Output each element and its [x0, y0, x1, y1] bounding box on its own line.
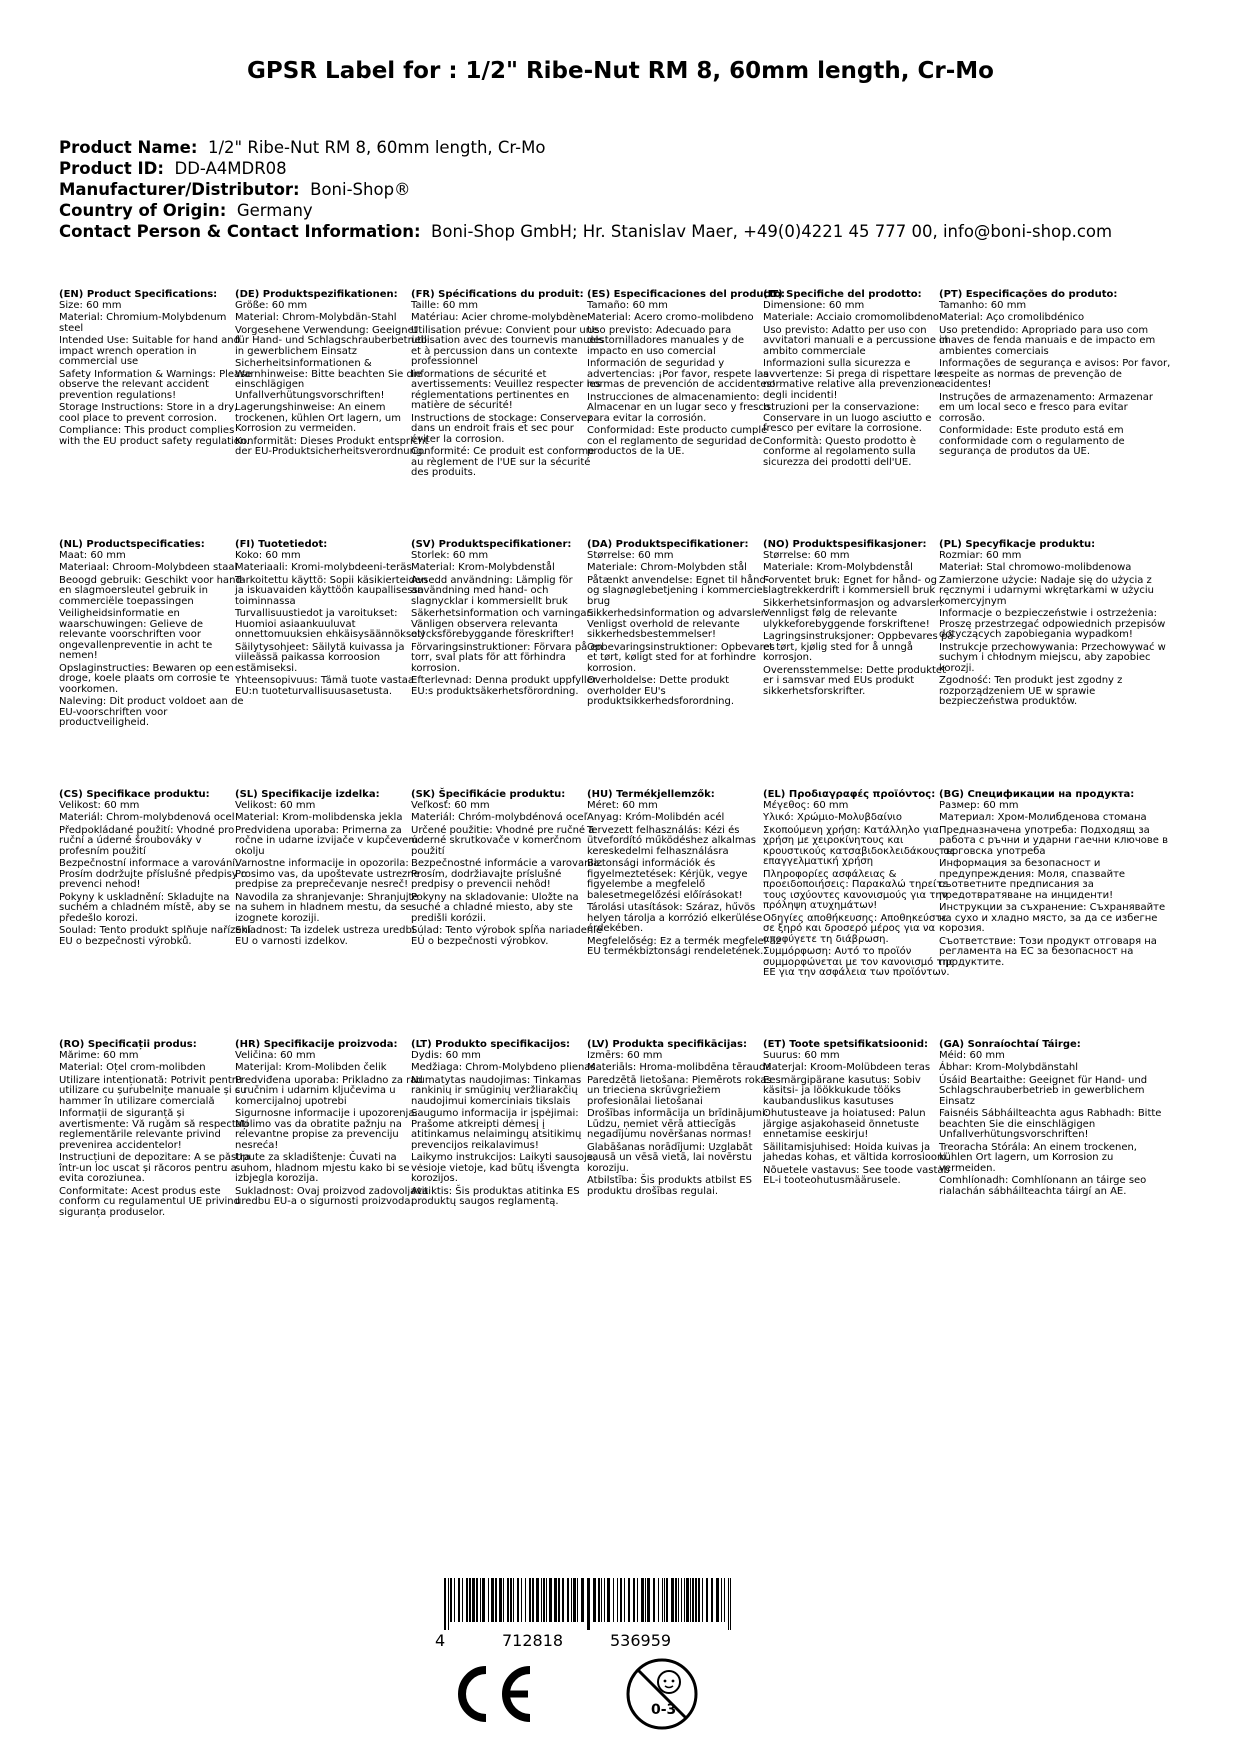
barcode-bar [503, 1578, 504, 1622]
spec-block [411, 1040, 605, 1210]
barcode-bar [617, 1578, 618, 1622]
info-label: Contact Person & Contact Information: [59, 222, 421, 241]
spec-block [59, 290, 253, 449]
spec-line: Instrucciones de almacenamiento: Almacenar en un lugar seco y fresco para evitar la corrosión. [587, 391, 770, 424]
age-label: 0-3 [651, 1702, 677, 1718]
spec-block [763, 540, 957, 699]
spec-line: Soulad: Tento produkt splňuje nařízení EU o bezpečnosti výrobků. [59, 925, 251, 947]
spec-line: Размер: 60 mm [939, 799, 1019, 811]
spec-line: Anyag: Króm-Molibdén acél [587, 812, 725, 823]
barcode-bar [499, 1578, 502, 1622]
barcode-bar [541, 1578, 542, 1622]
barcode-bar [554, 1578, 557, 1622]
spec-block [939, 1040, 1171, 1199]
barcode-bar [721, 1578, 722, 1622]
barcode-bar [624, 1578, 625, 1622]
spec-block [763, 290, 957, 470]
spec-line: Informazioni sulla sicurezza e avvertenze: Si prega di rispettare le normative relative alla prevenzione degli incidenti! [763, 358, 943, 401]
spec-line: Informations de sécurité et avertissements: Veuillez respecter les réglementations pertinentes en matière de sécurité! [411, 368, 601, 411]
barcode-bar [647, 1578, 650, 1622]
info-value: Germany [236, 201, 313, 220]
barcode-bar [692, 1578, 694, 1622]
spec-line: Material: Chromium-Molybdenum steel [59, 312, 227, 334]
spec-line: Rozmiar: 60 mm [939, 549, 1022, 561]
spec-block [939, 790, 1171, 970]
barcode-bar [671, 1578, 674, 1622]
info-label: Country of Origin: [59, 201, 227, 220]
spec-line: Efterlevnad: Denna produkt uppfyller EU:s produktsäkerhetsförordning. [411, 675, 597, 697]
barcode-bar [664, 1578, 665, 1622]
spec-line: Vorgesehene Verwendung: Geeignet für Hand- und Schlagschrauberbetrieb in gewerblichem Einsatz [235, 324, 427, 357]
spec-heading: (PT) Especificações do produto: [939, 289, 1118, 300]
spec-line: Sukladnost: Ovaj proizvod zadovoljava uredbu EU-a o sigurnosti proizvoda. [235, 1185, 429, 1207]
spec-line: Eesmärgipärane kasutus: Sobiv käsitsi- ja löökkukude tööks kaubanduslikus kasutuses [763, 1074, 921, 1107]
spec-line: Yhteensopivuus: Tämä tuote vastaa EU:n tuoteturvallisuusasetusta. [235, 675, 414, 697]
spec-line: Conformidade: Este produto está em conformidade com o regulamento de segurança de produtos da UE. [939, 425, 1125, 457]
spec-line: Forventet bruk: Egnet for hånd- og slagtrekkerdrift i kommersiell bruk [763, 574, 937, 596]
page-title: GPSR Label for : 1/2" Ribe-Nut RM 8, 60mm length, Cr-Mo [247, 58, 994, 84]
spec-line: Taille: 60 mm [411, 299, 479, 311]
spec-line: Overholdelse: Dette produkt overholder EU's produktsikkerhedsforordning. [587, 675, 735, 707]
barcode-bar [495, 1578, 497, 1622]
spec-line: Naleving: Dit product voldoet aan de EU-voorschriften voor productveiligheid. [59, 696, 244, 728]
spec-block [235, 790, 429, 949]
spec-block [235, 540, 429, 699]
barcode-bar [549, 1578, 552, 1622]
barcode-bar [472, 1578, 475, 1622]
spec-line: Overensstemmelse: Dette produktet er i samsvar med EUs produkt sikkerhetsforskrifter. [763, 664, 946, 697]
barcode-bar [543, 1578, 545, 1622]
spec-heading: (IT) Specifiche del prodotto: [763, 289, 922, 300]
spec-block [411, 290, 605, 481]
spec-heading: (BG) Спецификации на продукта: [939, 789, 1135, 800]
spec-line: Zgodność: Ten produkt jest zgodny z rozporządzeniem UE w sprawie bezpieczeństwa produktów. [939, 675, 1123, 707]
spec-line: Υλικό: Χρώμιο-Μολυβδαίνιο [763, 812, 903, 823]
barcode-bar [448, 1578, 449, 1630]
barcode-bar [686, 1578, 689, 1622]
spec-line: Instrucțiuni de depozitare: A se păstra într-un loc uscat și răcoros pentru a evita coroziunea. [59, 1152, 251, 1184]
barcode-bar [637, 1578, 638, 1622]
spec-line: Οδηγίες αποθήκευσης: Αποθηκεύστε σε ξηρό και δροσερό μέρος για να αποφύγετε τη διάβρωση. [763, 912, 947, 945]
spec-line: Größe: 60 mm [235, 299, 308, 311]
spec-heading: (HU) Termékjellemzők: [587, 789, 715, 800]
spec-line: Paredzētā lietošana: Piemērots rokas un trieciena skrūvgriežiem profesionālai lietošanai [587, 1074, 772, 1107]
info-value: Boni-Shop GmbH; Hr. Stanislav Maer, +49(0)4221 45 777 00, info@boni-shop.com [431, 222, 1113, 241]
spec-line: Materiaal: Chroom-Molybdeen staal [59, 562, 238, 573]
spec-line: Upute za skladištenje: Čuvati na suhom, hladnom mjestu kako bi se izbjegla korozija. [235, 1152, 410, 1184]
spec-line: Varnostne informacije in opozorila: Prosimo vas, da upoštevate ustrezne predpise za preprečevanje nesreč! [235, 858, 420, 890]
spec-line: Material: Krom-Molybdenstål [411, 562, 555, 573]
spec-line: Conformité: Ce produit est conforme au règlement de l'UE sur la sécurité des produits. [411, 446, 595, 478]
spec-line: Materiał: Stal chromowo-molibdenowa [939, 562, 1132, 573]
spec-line: Предназначена употреба: Подходящ за работа с ръчни и ударни гаечни ключове в търговска употреба [939, 824, 1168, 857]
spec-block [939, 290, 1171, 460]
spec-line: Intended Use: Suitable for hand and impact wrench operation in commercial use [59, 335, 240, 367]
spec-line: Biztonsági információk és figyelmeztetések: Kérjük, vegye figyelembe a megfelelő balesetmegelőzési előírásokat! [587, 858, 748, 901]
barcode-bar [466, 1578, 468, 1622]
spec-line: Bezpečnostné informácie a varovania: Prosím, dodržiavajte príslušné predpisy o prevencii nehôd! [411, 858, 603, 890]
barcode-bar [577, 1578, 578, 1622]
spec-line: Storage Instructions: Store in a dry, cool place to prevent corrosion. [59, 402, 238, 424]
barcode-bar [525, 1578, 526, 1622]
spec-heading: (NL) Productspecificaties: [59, 539, 205, 550]
spec-line: Bezpečnostní informace a varování: Prosím dodržujte příslušné předpisy o prevenci nehod! [59, 858, 248, 890]
spec-line: Материал: Хром-Молибденова стомана [939, 812, 1147, 823]
barcode-bar [587, 1578, 590, 1630]
spec-line: Numatytas naudojimas: Tinkamas rankinių ir smūginių veržliarakčių naudojimui komerciniais tikslais [411, 1074, 582, 1107]
spec-heading: (ES) Especificaciones del producto: [587, 289, 786, 300]
barcode-bar [458, 1578, 460, 1622]
spec-line: Ábhar: Krom-Molybdänstahl [939, 1062, 1079, 1073]
barcode-bar [666, 1578, 668, 1622]
spec-line: Materiale: Krom-Molybdenstål [763, 562, 913, 573]
spec-line: Opslaginstructies: Bewaren op een droge, koele plaats om corrosie te voorkomen. [59, 662, 234, 695]
barcode-bar [645, 1578, 646, 1622]
spec-heading: (FI) Tuotetiedot: [235, 539, 328, 550]
spec-block [235, 1040, 429, 1210]
spec-block [59, 790, 253, 949]
spec-line: Opbevaringsinstruktioner: Opbevares et tørt, køligt sted for at forhindre korrosion. [587, 641, 775, 674]
spec-line: Conformitate: Acest produs este conform cu regulamentul UE privind siguranța produselor. [59, 1185, 240, 1218]
spec-heading: (DE) Produktspezifikationen: [235, 289, 398, 300]
spec-line: Medžiaga: Chrom-Molybdeno plienas [411, 1062, 596, 1073]
info-row [59, 200, 1112, 221]
spec-line: Suurus: 60 mm [763, 1049, 840, 1061]
spec-heading: (ET) Toote spetsifikatsioonid: [763, 1039, 929, 1050]
spec-line: Súlad: Tento výrobok spĺňa nariadenie EÚ o bezpečnosti výrobkov. [411, 925, 603, 947]
spec-line: Veiligheidsinformatie en waarschuwingen: Gelieve de relevante voorschriften voor ongevallenpreventie in acht te nemen! [59, 608, 213, 661]
barcode-bar [562, 1578, 564, 1622]
ean-barcode [440, 1578, 740, 1630]
barcode-bar [730, 1578, 731, 1630]
spec-line: Säkerhetsinformation och varningar: Vänligen observera relevanta olycksförebyggande föreskrifter! [411, 608, 594, 640]
spec-line: Skladnost: Ta izdelek ustreza uredbi EU o varnosti izdelkov. [235, 925, 415, 947]
spec-line: Veličina: 60 mm [235, 1049, 316, 1061]
barcode-bar [532, 1578, 534, 1622]
spec-line: Instrukcje przechowywania: Przechowywać w suchym i chłodnym miejscu, aby zapobiec korozji. [939, 641, 1166, 674]
spec-line: Instructions de stockage: Conservez dans un endroit frais et sec pour éviter la corrosion. [411, 412, 593, 445]
spec-line: Navodila za shranjevanje: Shranjujte na suhem in hladnem mestu, da se izognete koroziji. [235, 891, 419, 924]
spec-heading: (FR) Spécifications du produit: [411, 289, 584, 300]
spec-line: Ohutusteave ja hoiatused: Palun järgige asjakohaseid õnnetuste ennetamise eeskirju! [763, 1108, 926, 1140]
spec-line: Tarkoitettu käyttö: Sopii käsikierteiden ja iskuavaiden käyttöön kaupallisessa toiminnassa [235, 574, 428, 607]
spec-line: Méid: 60 mm [939, 1049, 1005, 1061]
spec-line: Předpokládané použití: Vhodné pro ruční a úderné šroubováky v profesním použití [59, 824, 235, 857]
barcode-bar [604, 1578, 605, 1622]
spec-line: Tárolási utasítások: Száraz, hűvös helyen tárolja a korrózió elkerülése érdekében. [587, 902, 763, 934]
barcode-bar [613, 1578, 614, 1622]
barcode-bar [711, 1578, 713, 1622]
barcode-bar [488, 1578, 489, 1622]
spec-line: Compliance: This product complies with the EU product safety regulation. [59, 425, 250, 447]
spec-line: Informații de siguranță și avertismente: Vă rugăm să respectați reglementările relevante privind prevenirea accidentelor! [59, 1108, 249, 1151]
barcode-bar [558, 1578, 560, 1622]
barcode-bar [690, 1578, 691, 1622]
spec-line: Úsáid Beartaithe: Geeignet für Hand- und Schlagschrauberbetrieb in gewerblichem Einsatz [939, 1074, 1148, 1107]
spec-line: Izmērs: 60 mm [587, 1049, 663, 1061]
info-label: Manufacturer/Distributor: [59, 180, 300, 199]
spec-line: Säilytysohjeet: Säilytä kuivassa ja viileässä paikassa korroosion estämiseksi. [235, 641, 405, 674]
spec-line: Glabāšanas norādījumi: Uzglabāt sausā un vēsā vietā, lai novērstu koroziju. [587, 1141, 753, 1174]
spec-line: Sikkerhetsinformasjon og advarsler: Vennligst følg de relevante ulykkeforebyggende forskriftene! [763, 597, 943, 630]
barcode-bar [450, 1578, 452, 1622]
spec-line: Určené použitie: Vhodné pre ručné a úderné skrutkovače v komerčnom použití [411, 824, 595, 857]
barcode-bar [513, 1578, 514, 1622]
spec-heading: (RO) Specificații produs: [59, 1039, 197, 1050]
spec-line: Koko: 60 mm [235, 549, 301, 561]
barcode-bar [546, 1578, 547, 1622]
spec-line: Material: Chrom-Molybdän-Stahl [235, 312, 397, 323]
spec-heading: (DA) Produktspecifikationer: [587, 539, 749, 550]
spec-heading: (LT) Produkto specifikacijos: [411, 1039, 571, 1050]
spec-block [235, 290, 429, 460]
barcode-bar [620, 1578, 622, 1622]
spec-line: Tamaño: 60 mm [587, 299, 668, 311]
barcode-bar [675, 1578, 677, 1622]
spec-line: Veľkosť: 60 mm [411, 799, 490, 811]
spec-line: Dimensione: 60 mm [763, 299, 865, 311]
info-row [59, 179, 1112, 200]
barcode-bar [695, 1578, 697, 1622]
spec-line: Storlek: 60 mm [411, 549, 489, 561]
spec-line: Avsedd användning: Lämplig för användning med hand- och slagnycklar i kommersiellt bruk [411, 574, 573, 607]
spec-block [59, 1040, 253, 1220]
spec-line: Lagerungshinweise: An einem trockenen, kühlen Ort lagern, um Korrosion zu vermeiden. [235, 402, 402, 434]
spec-line: Información de seguridad y advertencias: ¡Por favor, respete las normas de prevención de accidentes! [587, 358, 776, 390]
spec-line: Megfelelőség: Ez a termék megfelel az EU termékbiztonsági rendeletének. [587, 935, 781, 957]
spec-line: Pokyny na skladovanie: Uložte na suché a chladné miesto, aby ste predišli korózii. [411, 891, 579, 924]
spec-line: Velikost: 60 mm [235, 799, 316, 811]
barcode-bar [510, 1578, 512, 1622]
barcode-bar [517, 1578, 519, 1622]
spec-block [411, 790, 605, 949]
barcode-bar [684, 1578, 685, 1622]
spec-line: Predviđena uporaba: Prikladno za rad s ručnim i udarnim ključevima u komercijalnoj upotrebi [235, 1074, 423, 1107]
barcode-bar [653, 1578, 655, 1622]
spec-line: Conformità: Questo prodotto è conforme al regolamento sulla sicurezza dei prodotti dell'UE. [763, 435, 917, 468]
spec-heading: (CS) Specifikace produktu: [59, 789, 210, 800]
barcode-bar [529, 1578, 531, 1622]
spec-heading: (SK) Špecifikácie produktu: [411, 789, 566, 800]
info-label: Product Name: [59, 138, 198, 157]
spec-line: Materiál: Chróm-molybdénová oceľ [411, 812, 588, 823]
barcode-bar [571, 1578, 572, 1622]
spec-line: Materjal: Kroom-Molübdeen teras [763, 1062, 931, 1073]
barcode-left-group: 712818 [502, 1631, 564, 1650]
spec-block [939, 540, 1171, 710]
barcode-bar [628, 1578, 630, 1622]
spec-line: Méret: 60 mm [587, 799, 658, 811]
product-info [59, 137, 1112, 242]
spec-line: Mărime: 60 mm [59, 1049, 139, 1061]
spec-line: Treoracha Stórála: An einem trockenen, kühlen Ort lagern, um Korrosion zu vermeiden. [939, 1141, 1137, 1174]
spec-line: Dydis: 60 mm [411, 1049, 481, 1061]
spec-line: Pokyny k uskladnění: Skladujte na suchém a chladném místě, aby se předešlo korozi. [59, 891, 231, 924]
barcode-bar [702, 1578, 703, 1622]
barcode-bar [444, 1578, 446, 1630]
spec-line: Nõuetele vastavus: See toode vastab EL-i tooteohutusmäärusele. [763, 1164, 950, 1186]
spec-line: Materijal: Krom-Molibden čelik [235, 1062, 387, 1073]
spec-line: Material: Krom-molibdenska jekla [235, 812, 403, 823]
spec-line: Съответствие: Този продукт отговаря на регламента на ЕС за безопасност на продуктите. [939, 935, 1157, 968]
spec-line: Safety Information & Warnings: Please observe the relevant accident prevention regulations! [59, 368, 252, 401]
barcode-bar [462, 1578, 463, 1622]
barcode-bar [658, 1578, 659, 1622]
spec-line: Lagringsinstruksjoner: Oppbevares på et tørt, kjølig sted for å unngå korrosjon. [763, 631, 954, 663]
spec-heading: (EN) Product Specifications: [59, 289, 218, 300]
spec-block [411, 540, 605, 699]
barcode-bar [598, 1578, 600, 1622]
barcode-bar [633, 1578, 635, 1622]
spec-line: Turvallisuustiedot ja varoitukset: Huomioi asiaankuuluvat onnettomuuksien ehkäisysäännökset! [235, 608, 426, 640]
not-for-children-0-3-icon [624, 1656, 700, 1732]
barcode-bar [706, 1578, 708, 1622]
barcode-bar [507, 1578, 509, 1622]
spec-block [587, 540, 781, 710]
spec-line: Zamierzone użycie: Nadaje się do użycia z ręcznymi i udarnymi wkrętarkami w użyciu komercyjnym [939, 574, 1154, 607]
spec-heading: (HR) Specifikacije proizvoda: [235, 1039, 398, 1050]
spec-line: Drošības informācija un brīdinājumi: Lūdzu, ņemiet vērā attiecīgās negadījumu novēršanas normas! [587, 1108, 769, 1140]
spec-line: Conformidad: Este producto cumple con el reglamento de seguridad de productos de la UE. [587, 425, 768, 457]
spec-line: Μέγεθος: 60 mm [763, 799, 849, 811]
spec-line: Beoogd gebruik: Geschikt voor hand- en slagmoersleutel gebruik in commerciële toepassingen [59, 574, 246, 607]
spec-line: Tervezett felhasználás: Kézi és ütvefordító működéshez alkalmas kereskedelmi felhasználásra [587, 824, 757, 857]
barcode-bar [601, 1578, 602, 1622]
spec-line: Materiaali: Kromi-molybdeeni-teräs [235, 562, 412, 573]
spec-heading: (PL) Specyfikacje produktu: [939, 539, 1096, 550]
barcode-bar [681, 1578, 682, 1622]
barcode-bar [521, 1578, 522, 1622]
barcode-bar [573, 1578, 576, 1622]
spec-line: Utilisation prévue: Convient pour une utilisation avec des tournevis manuels et à percussion dans un contexte professionnel [411, 324, 604, 367]
spec-line: Laikymo instrukcijos: Laikyti sausoje, vėsioje vietoje, kad būtų išvengta korozijos. [411, 1152, 597, 1184]
spec-heading: (EL) Προδιαγραφές προϊόντος: [763, 789, 936, 800]
spec-line: Πληροφορίες ασφάλειας & προειδοποιήσεις: Παρακαλώ τηρείτε τους ισχύοντες κανονισμούς για την πρόληψη ατυχημάτων! [763, 868, 948, 911]
barcode-bar [728, 1578, 729, 1630]
spec-heading: (SV) Produktspecifikationer: [411, 539, 572, 550]
spec-line: Material: Acero cromo-molibdeno [587, 312, 754, 323]
spec-line: Material: Aço cromolibdénico [939, 312, 1085, 323]
barcode-first-digit: 4 [435, 1631, 446, 1650]
spec-line: Istruzioni per la conservazione: Conservare in un luogo asciutto e fresco per evitare la corrosione. [763, 402, 932, 434]
spec-line: Materiál: Chrom-molybdenová ocel [59, 812, 235, 823]
barcode-bar [641, 1578, 644, 1622]
barcode-bar [662, 1578, 663, 1622]
info-label: Product ID: [59, 159, 164, 178]
spec-block [763, 790, 957, 981]
spec-line: Sikkerhedsinformation og advarsler: Venligst overhold de relevante sikkerhedsbestemmelser! [587, 608, 769, 640]
spec-line: Size: 60 mm [59, 299, 122, 311]
spec-line: Συμμόρφωση: Αυτό το προϊόν συμμορφώνεται με τον κανονισμό της ΕΕ για την ασφάλεια των προϊόντων. [763, 946, 955, 978]
spec-block [587, 790, 781, 960]
barcode-bar [593, 1578, 596, 1622]
barcode-bar [698, 1578, 700, 1622]
spec-line: Material: Oțel crom-molibden [59, 1062, 206, 1073]
spec-line: Uso previsto: Adatto per uso con avvitatori manuali e a percussione in ambito commerciale [763, 324, 949, 357]
spec-line: Faisnéis Sábháilteachta agus Rabhadh: Bitte beachten Sie die einschlägigen Unfallverhütungsvorschriften! [939, 1108, 1162, 1140]
spec-line: Инструкции за съхранение: Съхранявайте на сухо и хладно място, за да се избегне корозия. [939, 902, 1166, 934]
barcode-bar [491, 1578, 494, 1622]
spec-line: Predvidena uporaba: Primerna za ročne in udarne izvijače v kupčevem okolju [235, 824, 419, 857]
spec-line: Sigurnosne informacije i upozorenja: Molimo vas da obratite pažnju na relevantne propise za prevenciju nesreća! [235, 1108, 418, 1151]
spec-block [587, 1040, 781, 1199]
spec-heading: (LV) Produkta specifikācijas: [587, 1039, 747, 1050]
spec-line: Tamanho: 60 mm [939, 299, 1027, 311]
spec-line: Påtænkt anvendelse: Egnet til hånd- og slagnøglebetjening i kommerciel brug [587, 574, 770, 607]
spec-line: Atbilstība: Šis produkts atbilst ES produktu drošības regulai. [587, 1175, 753, 1197]
barcode-bar [607, 1578, 610, 1622]
barcode-bar [454, 1578, 455, 1622]
spec-line: Säilitamisjuhised: Hoida kuivas ja jahedas kohas, et vältida korrosiooni. [763, 1141, 950, 1163]
spec-block [763, 1040, 957, 1189]
spec-line: Uso pretendido: Apropriado para uso com chaves de fenda manuais e de impacto em ambientes comerciais [939, 324, 1156, 357]
spec-block [587, 289, 786, 460]
barcode-bar [536, 1578, 539, 1622]
spec-line: Saugumo informacija ir įspėjimai: Prašome atkreipti dėmesį į atitinkamus nelaimingų atsitikimų prevencijos reikalavimus! [411, 1108, 582, 1151]
barcode-right-group: 536959 [610, 1631, 672, 1650]
spec-line: Comhlíonadh: Comhlíonann an táirge seo rialachán sábháilteachta táirgí an AE. [939, 1175, 1147, 1197]
info-row [59, 137, 1112, 158]
barcode-bar [724, 1578, 725, 1622]
barcode-bar [482, 1578, 485, 1622]
spec-line: Sicherheitsinformationen & Warnhinweise: Bitte beachten Sie die einschlägigen Unfallverhütungsvorschriften! [235, 358, 422, 401]
spec-line: Materiale: Acciaio cromomolibdeno [763, 312, 940, 323]
spec-line: Utilizare intenționată: Potrivit pentru utilizare cu șurubelnițe manuale și cu hammer în utilizare comercială [59, 1074, 247, 1107]
spec-line: Størrelse: 60 mm [763, 549, 850, 561]
spec-line: Materiāls: Hroma-molibdēna tērauda [587, 1062, 772, 1073]
spec-line: Информация за безопасност и предупреждения: Моля, спазвайте съответните предписания за предотвратяване на инциденти! [939, 858, 1126, 901]
spec-line: Informacje o bezpieczeństwie i ostrzeżenia: Proszę przestrzegać odpowiednich przepisów dotyczących zapobiegania wypadkom! [939, 608, 1166, 640]
spec-line: Instruções de armazenamento: Armazenar em um local seco e fresco para evitar corrosão. [939, 391, 1153, 424]
barcode-bar [678, 1578, 679, 1622]
barcode-bar [480, 1578, 481, 1622]
info-value: Boni-Shop® [310, 180, 411, 199]
spec-heading: (SL) Specifikacije izdelka: [235, 789, 380, 800]
spec-line: Förvaringsinstruktioner: Förvara på en torr, sval plats för att förhindra korrosion. [411, 641, 603, 674]
barcode-bar [581, 1578, 584, 1622]
spec-line: Velikost: 60 mm [59, 799, 140, 811]
spec-line: Materiale: Chrom-Molybden stål [587, 562, 747, 573]
spec-line: Matériau: Acier chrome-molybdène [411, 312, 588, 323]
ce-mark-icon [450, 1664, 535, 1724]
spec-line: Uso previsto: Adecuado para destornilladores manuales y de impacto en uso comercial [587, 324, 744, 357]
barcode-bar [476, 1578, 478, 1622]
info-row [59, 158, 1112, 179]
barcode-bar [567, 1578, 569, 1622]
spec-block [59, 540, 253, 731]
barcode-bar [469, 1578, 471, 1622]
spec-heading: (NO) Produktspesifikasjoner: [763, 539, 927, 550]
spec-line: Atitiktis: Šis produktas atitinka ES produktų saugos reglamentą. [411, 1185, 580, 1207]
spec-line: Informações de segurança e avisos: Por favor, respeite as normas de prevenção de acidentes! [939, 358, 1171, 390]
barcode-bar [716, 1578, 719, 1622]
spec-line: Maat: 60 mm [59, 549, 126, 561]
spec-line: Konformität: Dieses Produkt entspricht der EU-Produktsicherheitsverordnung. [235, 435, 429, 457]
info-value: DD-A4MDR08 [174, 159, 287, 178]
spec-line: Størrelse: 60 mm [587, 549, 674, 561]
spec-heading: (GA) Sonraíochtaí Táirge: [939, 1039, 1081, 1050]
info-value: 1/2" Ribe-Nut RM 8, 60mm length, Cr-Mo [207, 138, 546, 157]
info-row [59, 221, 1112, 242]
spec-line: Σκοπούμενη χρήση: Κατάλληλο για χρήση με χειροκίνητους και κρουστικούς κατσαβιδοκλειδάκους σε επαγγελματική χρήση [763, 824, 956, 867]
